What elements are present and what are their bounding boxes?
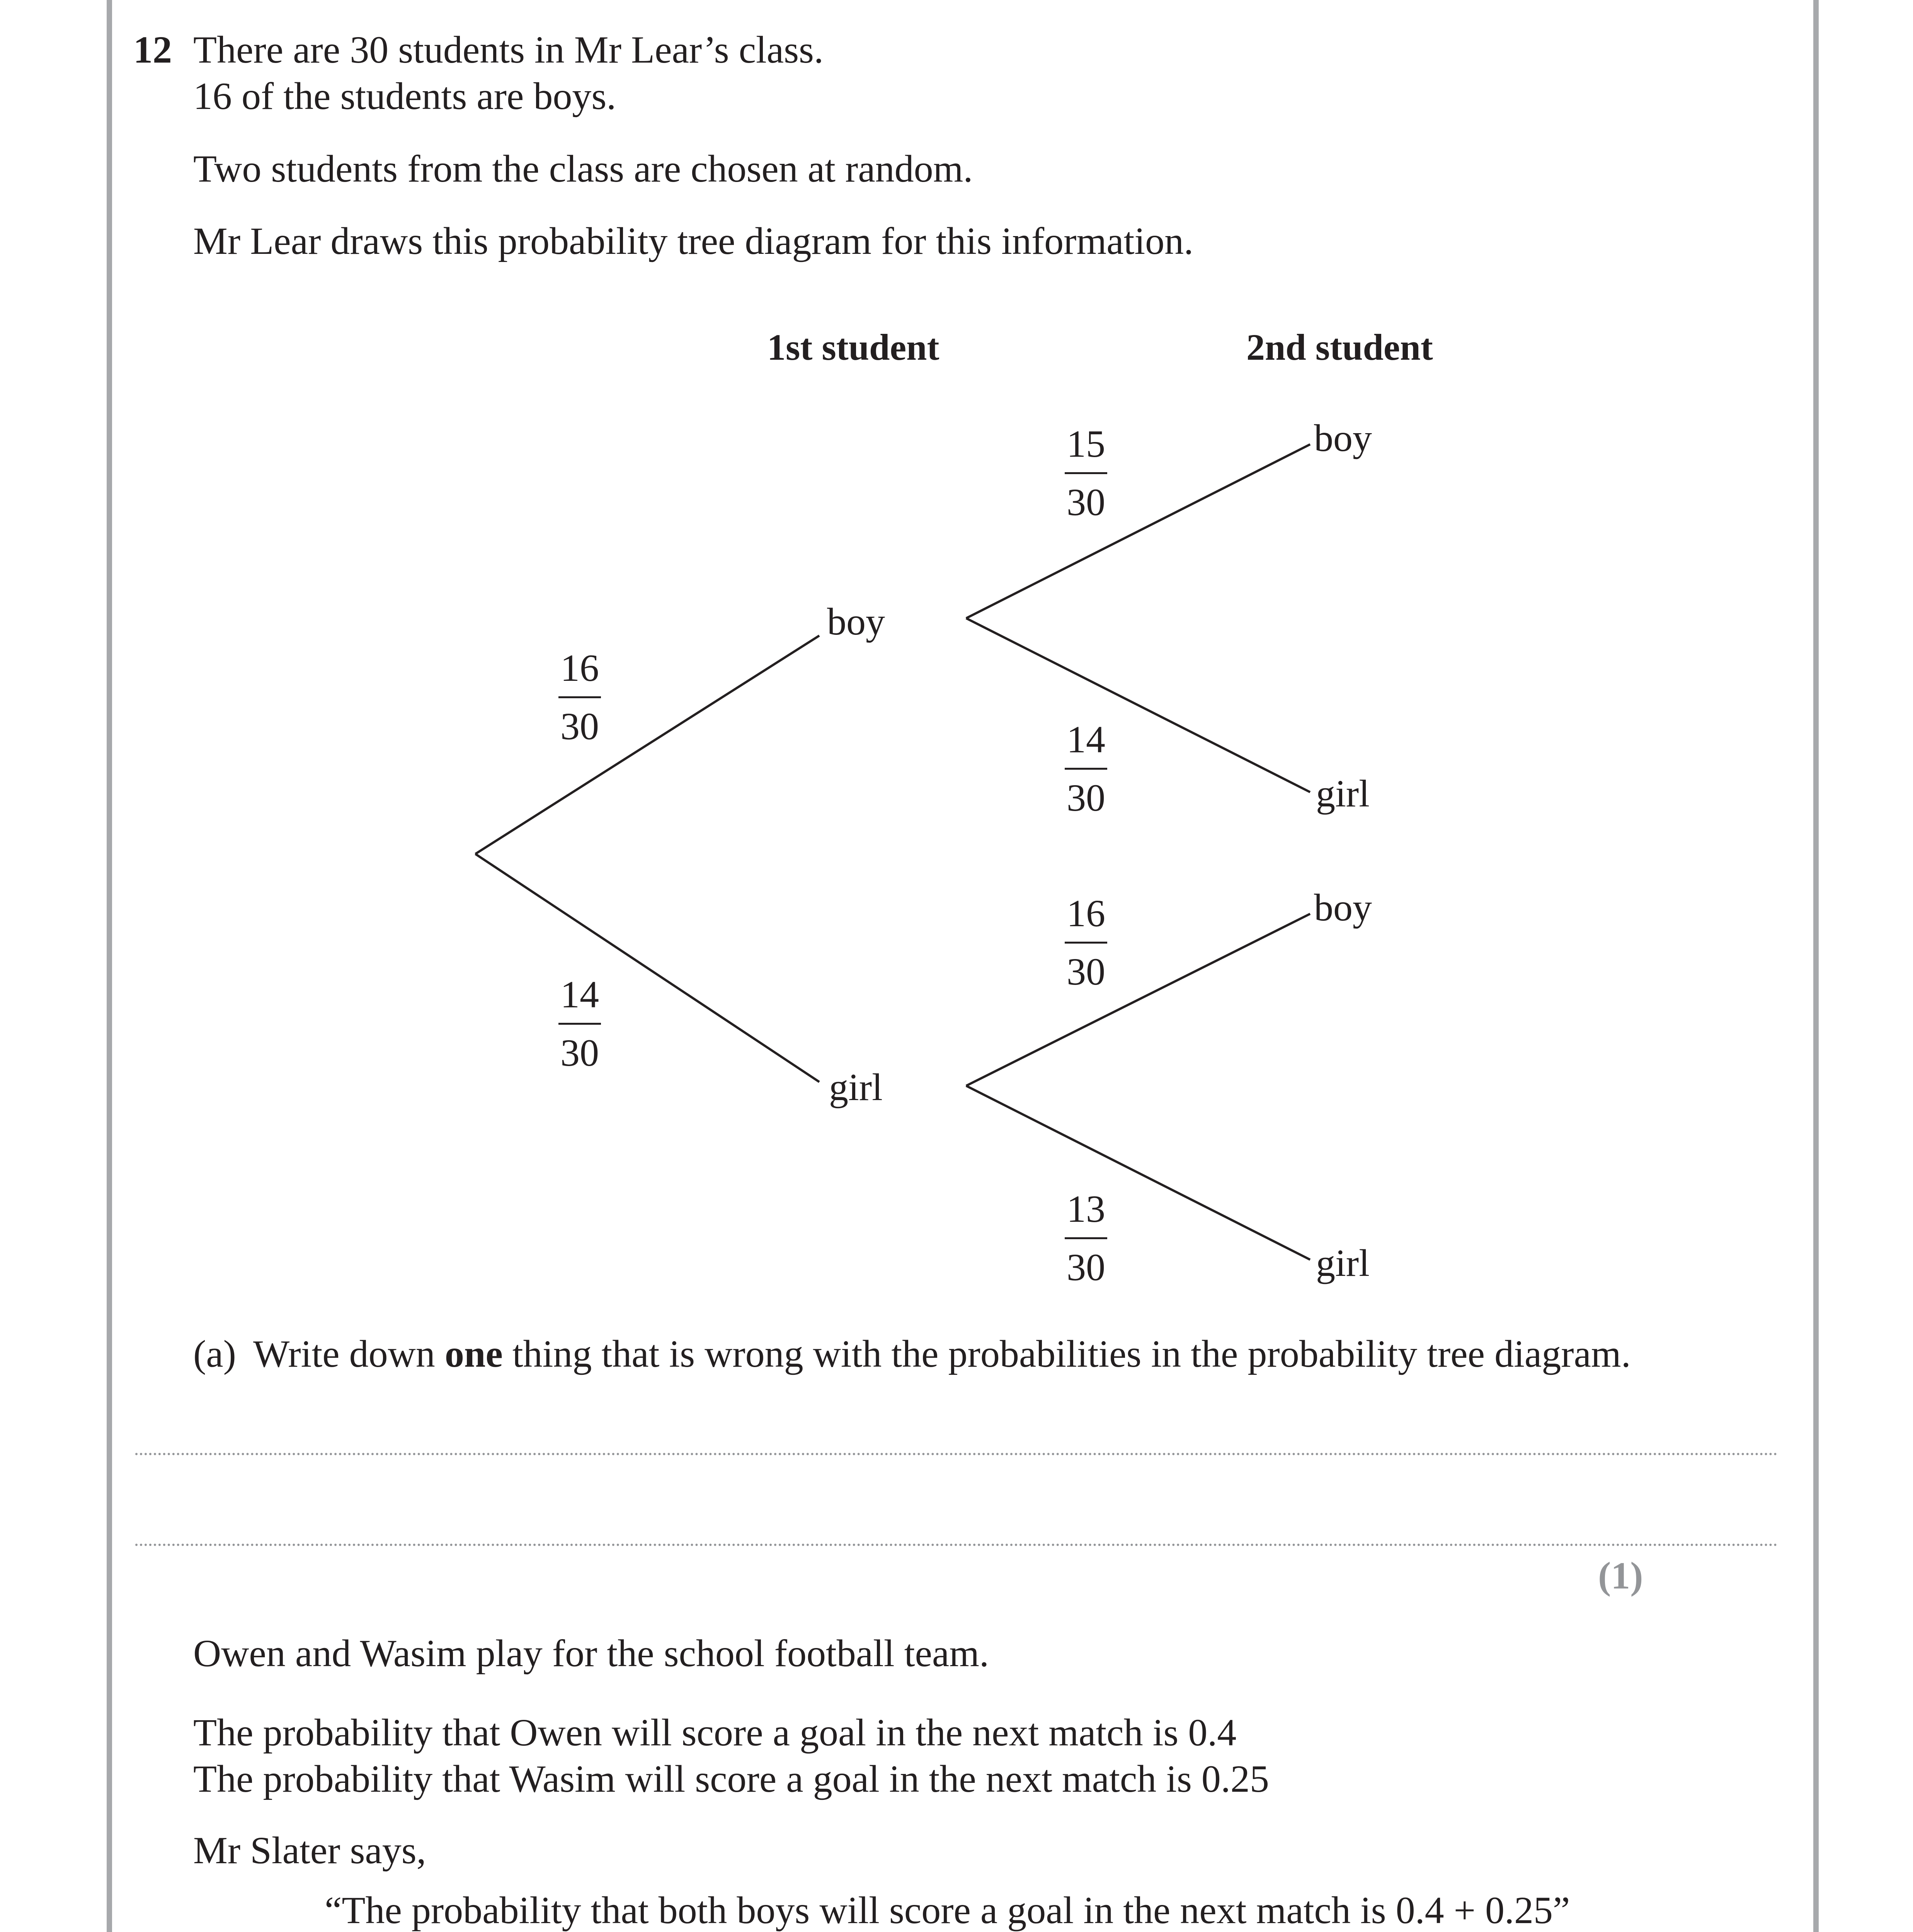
part-a-marks: (1) [1598, 1554, 1643, 1597]
fraction-bar [558, 1023, 601, 1025]
question-line-2: 16 of the students are boys. [193, 75, 616, 117]
prob-boy-girl-denominator: 30 [1067, 776, 1105, 819]
prob-girl-girl-denominator: 30 [1067, 1246, 1105, 1289]
question-line-4: Mr Lear draws this probability tree diagram for this information. [193, 219, 1194, 262]
prob-first-boy-denominator: 30 [560, 705, 599, 748]
part-a-question [253, 1331, 1631, 1377]
question-line-3: Two students from the class are chosen at random. [193, 147, 973, 190]
prob-first-girl-numerator: 14 [560, 973, 599, 1016]
prob-boy-girl [1061, 717, 1111, 821]
fraction-bar [558, 696, 601, 698]
prob-first-girl-denominator: 30 [560, 1031, 599, 1074]
prob-boy-boy [1061, 421, 1111, 525]
prob-girl-girl [1061, 1186, 1111, 1290]
part-a-text-before: Write down [253, 1332, 445, 1375]
context-line-4: Mr Slater says, [193, 1829, 426, 1872]
question-line-1: There are 30 students in Mr Lear’s class. [193, 28, 824, 71]
branch-boy-girl [966, 618, 1310, 792]
context-line-1: Owen and Wasim play for the school football team. [193, 1632, 989, 1675]
outcome-girl-girl: girl [1316, 1242, 1370, 1284]
prob-first-girl [555, 972, 605, 1076]
header-second-student: 2nd student [1246, 327, 1433, 368]
branch-girl-girl [966, 1086, 1310, 1260]
outcome-first-boy: boy [827, 600, 885, 643]
outcome-girl-boy: boy [1314, 886, 1372, 929]
outcome-boy-girl: girl [1316, 772, 1370, 815]
prob-boy-boy-denominator: 30 [1067, 481, 1105, 524]
slater-quote: “The probability that both boys will score a goal in the next match is 0.4 + 0.25” [325, 1889, 1570, 1932]
prob-girl-boy-denominator: 30 [1067, 950, 1105, 993]
prob-girl-boy [1061, 891, 1111, 995]
part-a-label: (a) [193, 1332, 236, 1375]
branch-boy-boy [966, 444, 1310, 618]
part-a-text-after: thing that is wrong with the probabilities in the probability tree diagram. [502, 1332, 1631, 1375]
prob-boy-girl-numerator: 14 [1067, 718, 1105, 761]
prob-girl-girl-numerator: 13 [1067, 1187, 1105, 1230]
fraction-bar [1065, 768, 1107, 770]
branch-girl-boy [966, 914, 1310, 1086]
answer-line-a-2[interactable] [135, 1544, 1778, 1546]
context-line-3: The probability that Wasim will score a goal in the next match is 0.25 [193, 1757, 1269, 1800]
fraction-bar [1065, 472, 1107, 474]
fraction-bar [1065, 942, 1107, 944]
prob-boy-boy-numerator: 15 [1067, 422, 1105, 465]
prob-first-boy [555, 645, 605, 749]
header-first-student: 1st student [767, 327, 939, 368]
branch-first-girl [475, 854, 819, 1082]
fraction-bar [1065, 1237, 1107, 1239]
question-number: 12 [133, 28, 172, 71]
outcome-boy-boy: boy [1314, 417, 1372, 459]
prob-first-boy-numerator: 16 [560, 646, 599, 689]
answer-line-a-1[interactable] [135, 1453, 1778, 1455]
branch-first-boy [475, 636, 819, 854]
outcome-first-girl: girl [829, 1066, 883, 1109]
part-a-text-bold: one [444, 1332, 503, 1375]
prob-girl-boy-numerator: 16 [1067, 892, 1105, 935]
context-line-2: The probability that Owen will score a goal in the next match is 0.4 [193, 1711, 1237, 1754]
